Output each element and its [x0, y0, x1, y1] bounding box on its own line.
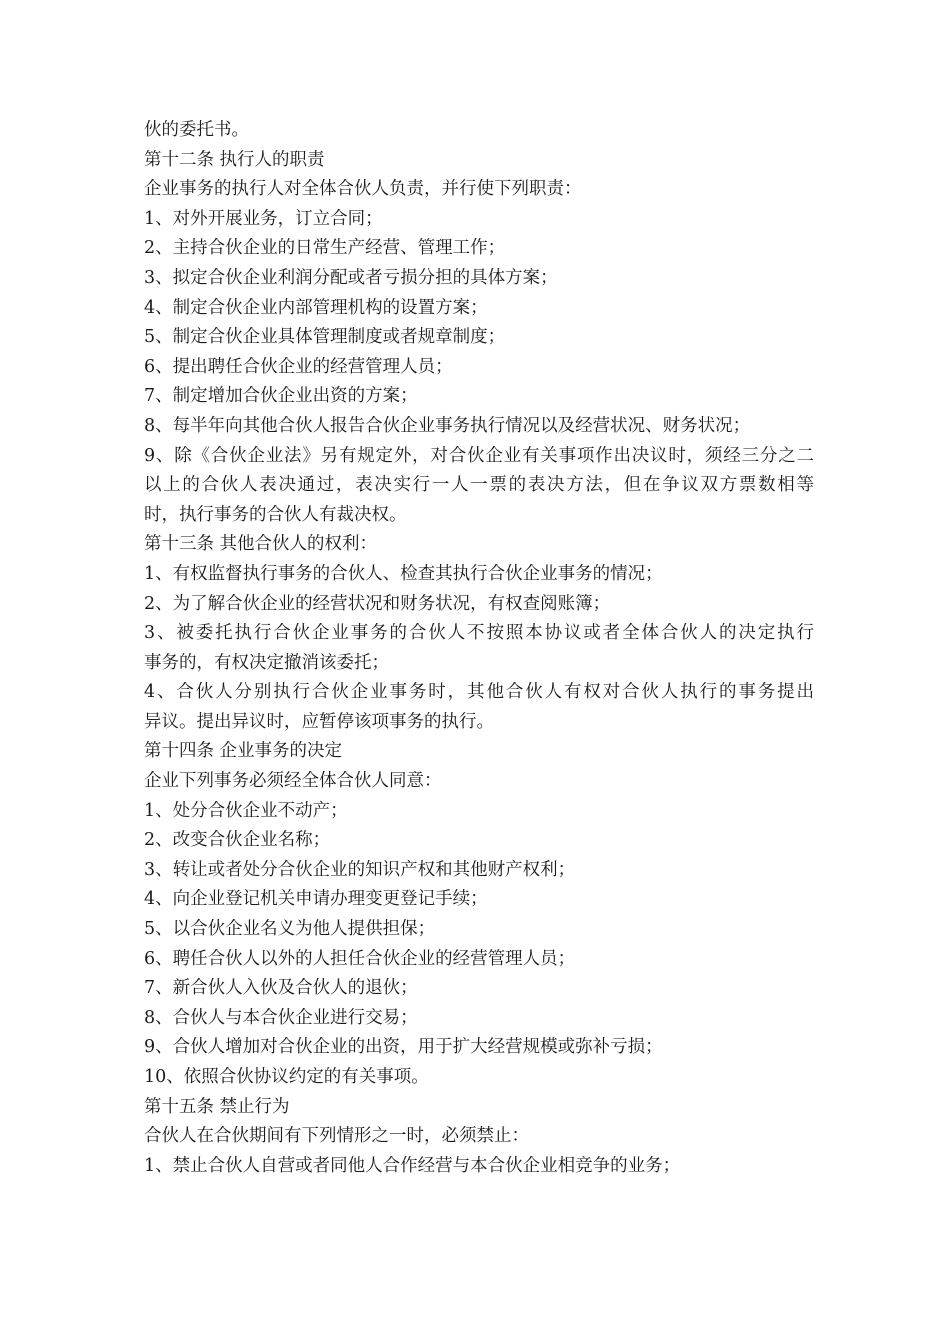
list-item: 5、制定合伙企业具体管理制度或者规章制度； [144, 327, 506, 348]
list-item: 4、制定合伙企业内部管理机构的设置方案； [144, 297, 488, 318]
list-item: 3、拟定合伙企业利润分配或者亏损分担的具体方案； [144, 267, 558, 288]
document-body [144, 116, 814, 1181]
list-item: 1、对外开展业务，订立合同； [144, 208, 383, 229]
list-item-continuation: 以上的合伙人表决通过，表决实行一人一票的表决方法，但在争议双方票数相等 [144, 475, 814, 496]
article-heading-15: 第十五条 禁止行为 [144, 1096, 290, 1117]
list-item: 1、禁止合伙人自营或者同他人合作经营与本合伙企业相竞争的业务； [144, 1155, 681, 1176]
list-item: 4、向企业登记机关申请办理变更登记手续； [144, 889, 488, 910]
list-item: 9、合伙人增加对合伙企业的出资，用于扩大经营规模或弥补亏损； [144, 1037, 663, 1058]
list-item-continuation: 时，执行事务的合伙人有裁决权。 [144, 504, 407, 525]
list-item: 8、每半年向其他合伙人报告合伙企业事务执行情况以及经营状况、财务状况； [144, 415, 751, 436]
list-item: 8、合伙人与本合伙企业进行交易； [144, 1007, 418, 1028]
list-item-continuation: 异议。提出异议时，应暂停该项事务的执行。 [144, 711, 494, 732]
list-item: 3、转让或者处分合伙企业的知识产权和其他财产权利； [144, 859, 576, 880]
list-item: 10、依照合伙协议约定的有关事项。 [144, 1067, 429, 1087]
article-heading-12: 第十二条 执行人的职责 [144, 149, 325, 170]
list-item: 6、聘任合伙人以外的人担任合伙企业的经营管理人员； [144, 948, 576, 969]
list-item: 6、提出聘任合伙企业的经营管理人员； [144, 356, 453, 377]
text-line: 企业事务的执行人对全体合伙人负责，并行使下列职责： [144, 179, 582, 200]
list-item: 2、改变合伙企业名称； [144, 830, 331, 851]
list-item: 2、主持合伙企业的日常生产经营、管理工作； [144, 238, 506, 259]
list-item: 4、合伙人分别执行合伙企业事务时，其他合伙人有权对合伙人执行的事务提出 [144, 682, 814, 703]
text-line: 合伙人在合伙期间有下列情形之一时，必须禁止： [144, 1126, 529, 1147]
article-heading-14: 第十四条 企业事务的决定 [144, 741, 343, 762]
list-item: 9、除《合伙企业法》另有规定外，对合伙企业有关事项作出决议时，须经三分之二 [144, 445, 814, 466]
text-line: 企业下列事务必须经全体合伙人同意： [144, 771, 442, 792]
list-item: 3、被委托执行合伙企业事务的合伙人不按照本协议或者全体合伙人的决定执行 [144, 623, 814, 644]
list-item: 7、制定增加合伙企业出资的方案； [144, 386, 418, 407]
list-item-continuation: 事务的，有权决定撤消该委托； [144, 652, 389, 673]
text-line: 伙的委托书。 [144, 120, 249, 140]
list-item: 1、有权监督执行事务的合伙人、检查其执行合伙企业事务的情况； [144, 563, 663, 584]
list-item: 5、以合伙企业名义为他人提供担保； [144, 919, 436, 940]
list-item: 7、新合伙人入伙及合伙人的退伙； [144, 978, 418, 999]
article-heading-13: 第十三条 其他合伙人的权利： [144, 534, 378, 555]
list-item: 1、处分合伙企业不动产； [144, 800, 348, 821]
list-item: 2、为了解合伙企业的经营状况和财务状况，有权查阅账簿； [144, 593, 611, 614]
